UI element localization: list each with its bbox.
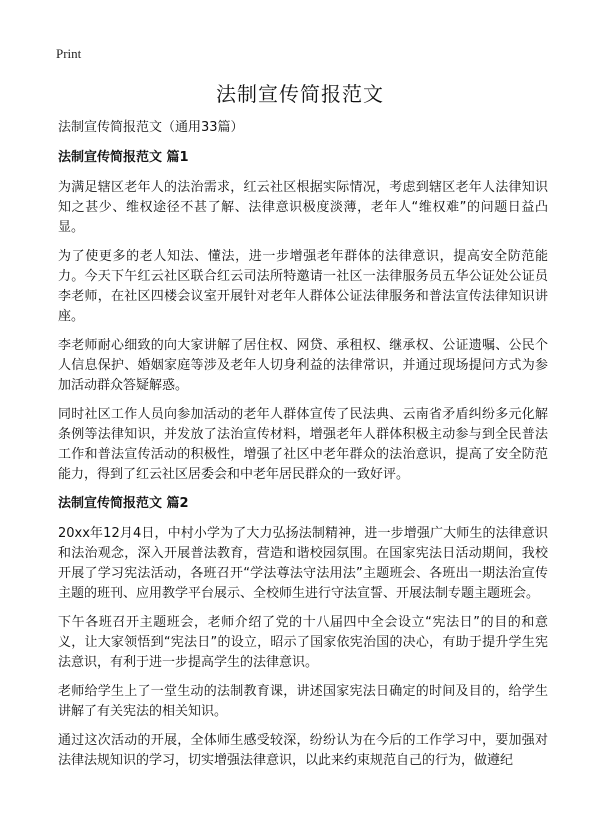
paragraph: 为满足辖区老年人的法治需求，红云社区根据实际情况，考虑到辖区老年人法律知识知之甚少、维权途径不甚了解、法律意识极度淡薄，老年人“维权难”的问题日益凸显。 [58,180,548,235]
paragraph: 为了使更多的老人知法、懂法，进一步增强老年群体的法律意识，提高安全防范能力。今天下午红云社区联合红云司法所特邀请一社区一法律服务员五华公证处公证员李老师，在社区四楼会议室开展针对老年人群体公证法律服务和普法宣传法律知识讲座。 [58,249,548,324]
paragraph: 20xx年12月4日，中村小学为了大力弘扬法制精神，进一步增强广大师生的法律意识和法治观念，深入开展普法教育，营造和谐校园氛围。在国家宪法日活动期间，我校开展了学习宪法活动，各班召开“学法尊法守法用法”主题班会、各班出一期法治宣传主题的班刊、应用教学平台展示、全校师生进行守法宣誓、开展法制专题主题班会。 [58,526,548,601]
page-title: 法制宣传简报范文 [216,82,384,106]
document-subtitle: 法制宣传简报范文（通用33篇） [58,120,244,135]
section-2 [58,494,548,771]
paragraph: 李老师耐心细致的向大家讲解了居住权、网贷、承租权、继承权、公证遗嘱、公民个人信息保护、婚姻家庭等涉及老年人切身利益的法律常识，并通过现场提问方式为参加活动群众答疑解惑。 [58,338,548,393]
paragraph: 通过这次活动的开展，全体师生感受较深，纷纷认为在今后的工作学习中，要加强对法律法规知识的学习，切实增强法律意识，以此来约束规范自己的行为，做遵纪 [58,733,548,768]
paragraph: 下午各班召开主题班会，老师介绍了党的十八届四中全会设立“宪法日”的目的和意义，让大家领悟到“宪法日”的设立，昭示了国家依宪治国的决心，有助于提升学生宪法意识，有利于进一步提高学生的法律意识。 [58,615,548,670]
section-heading: 法制宣传简报范文 篇1 [58,150,189,165]
section-heading: 法制宣传简报范文 篇2 [58,496,189,511]
paragraph: 同时社区工作人员向参加活动的老年人群体宣传了民法典、云南省矛盾纠纷多元化解条例等法律知识，并发放了法治宣传材料，增强老年人群体积极主动参与到全民普法工作和普法宣传活动的积极性，增强了社区中老年群众的法治意识，提高了安全防范能力，得到了红云社区居委会和中老年居民群众的一致好评。 [58,407,548,482]
section-1 [58,148,548,485]
print-link[interactable]: Print [56,46,82,61]
document-body [58,118,548,780]
paragraph: 老师给学生上了一堂生动的法制教育课，讲述国家宪法日确定的时间及目的，给学生讲解了有关宪法的相关知识。 [58,684,548,719]
